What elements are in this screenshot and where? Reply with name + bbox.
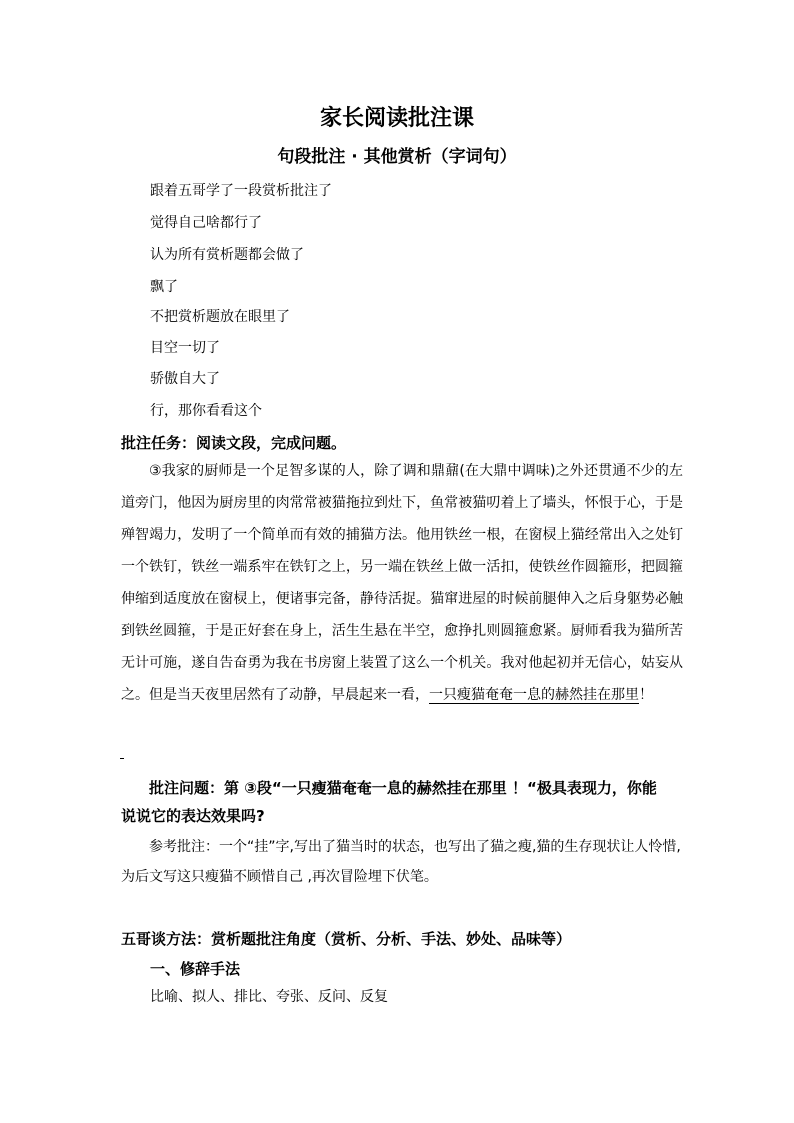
intro-line: 目空一切了 <box>150 340 220 356</box>
method-heading: 五哥谈方法：赏析题批注角度（赏析、分析、手法、妙处、品味等） <box>121 930 572 948</box>
intro-line: 飘了 <box>150 279 178 295</box>
rhetoric-devices-list: 比喻、拟人、排比、夸张、反问、反复 <box>150 989 388 1005</box>
document-subtitle: 句段批注 · 其他赏析（字词句） <box>277 147 517 167</box>
reference-annotation: 参考批注：一个“挂”字,写出了猫当时的状态，也写出了猫之瘦,猫的生存现状让人怜惜,为后文写这只瘦猫不顾惜自己 ,再次冒险埋下伏笔。 <box>121 839 681 885</box>
passage-end: ！ <box>639 687 653 703</box>
intro-line: 不把赏析题放在眼里了 <box>150 309 290 325</box>
intro-line: 觉得自己啥都行了 <box>150 215 262 231</box>
annotation-task-heading: 批注任务：阅读文段，完成问题。 <box>121 434 347 452</box>
tail-mark <box>120 758 124 759</box>
annotation-question: 批注问题：第 ③段“一只瘦猫奄奄一息的赫然挂在那里 ！“极具表现力，你能说说它的表达效果吗? <box>121 779 657 825</box>
passage-underlined-sentence: 一只瘦猫奄奄一息的赫然挂在那里 <box>429 687 639 703</box>
document-title: 家长阅读批注课 <box>319 106 474 131</box>
intro-line: 行，那你看看这个 <box>150 403 262 419</box>
intro-line: 认为所有赏析题都会做了 <box>150 247 304 263</box>
intro-line: 骄傲自大了 <box>150 371 220 387</box>
rhetoric-sub-heading: 一、修辞手法 <box>150 960 241 978</box>
reading-passage <box>121 455 683 711</box>
intro-line: 跟着五哥学了一段赏析批注了 <box>150 183 332 199</box>
passage-text: ③我家的厨师是一个足智多谋的人，除了调和鼎鼐(在大鼎中调味)之外还贯通不少的左道旁门，他因为厨房里的肉常常被猫拖拉到灶下，鱼常被猫叨着上了墙头，怀恨于心，于是殚智竭力，发明了一个简单而有效的捕猫方法。他用铁丝一根，在窗棂上猫经常出入之处钉一个铁钉，铁丝一端系牢在铁钉之上，另一端在铁丝上做一活扣，使铁丝作圆箍形，把圆箍伸缩到适度放在窗棂上，便诸事完备，静待活捉。猫窜进屋的时候前腿伸入之后身躯势必触到铁丝圆箍，于是正好套在身上，活生生悬在半空，愈挣扎则圆箍愈紧。厨师看我为猫所苦无计可施，遂自告奋勇为我在书房窗上装置了这么一个机关。我对他起初并无信心，姑妄从之。但是当天夜里居然有了动静，早晨起来一看， <box>121 463 683 703</box>
